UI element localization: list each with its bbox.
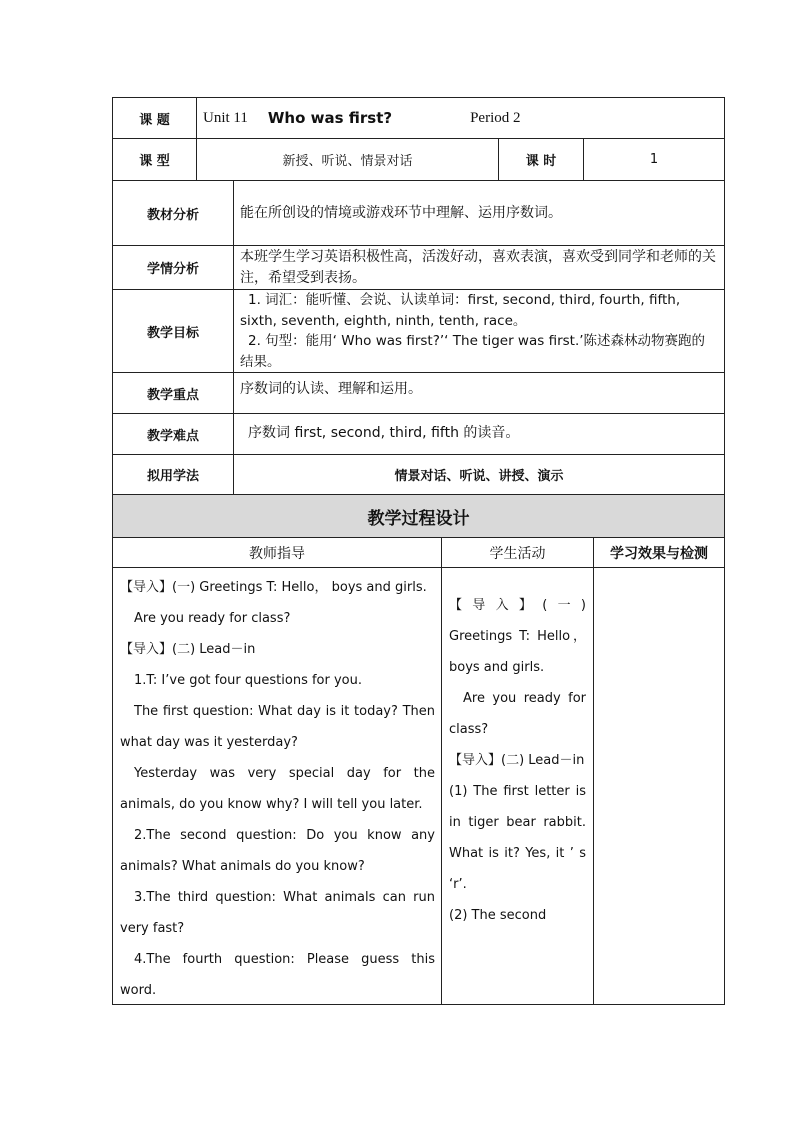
teacher-para: Are you ready for class? [134, 611, 291, 626]
teacher-para: The first question: What day is it today? Then what day was it yesterday? [120, 704, 435, 750]
teacher-para: 4.The fourth question: Please guess this word. [120, 952, 435, 998]
teacher-para: 1.T: I’ve got four questions for you. [134, 673, 362, 688]
teacher-para: 2.The second question: Do you know any animals? What animals do you know? [120, 828, 435, 874]
teacher-para: Yesterday was very special day for the animals, do you know why? I will tell you later. [120, 766, 435, 812]
learner-analysis-label: 学情分析 [112, 245, 234, 290]
type-label: 课 型 [112, 138, 197, 181]
hours-value: 1 [583, 138, 725, 181]
period: Period 2 [470, 109, 521, 126]
methods-label: 拟用学法 [112, 454, 234, 495]
col-student-header: 学生活动 [441, 537, 594, 568]
student-para: 【导入】(二) Lead－in [449, 753, 585, 768]
textbook-analysis-content: 能在所创设的情境或游戏环节中理解、运用序数词。 [233, 180, 725, 246]
teacher-para: 3.The third question: What animals can run very fast? [120, 890, 435, 936]
objective-sentence: 2. 句型：能用‘ Who was first?’‘ The tiger was first.’陈述森林动物赛跑的结果。 [240, 333, 706, 370]
evaluation-cell [593, 567, 725, 1005]
key-points-content: 序数词的认读、理解和运用。 [233, 372, 725, 414]
student-para: 【导入】(一) Greetings T: Hello，boys and girls. [449, 598, 586, 675]
unit-number: Unit 11 [203, 109, 248, 126]
teacher-para: 【导入】(一) Greetings T: Hello， boys and girls. [120, 580, 427, 595]
objectives-content [233, 289, 725, 373]
key-points-label: 教学重点 [112, 372, 234, 414]
difficulties-content: 序数词 first, second, third, fifth 的读音。 [233, 413, 725, 455]
teacher-guidance-cell [112, 567, 442, 1005]
process-title: 教学过程设计 [112, 494, 725, 538]
learner-analysis-content: 本班学生学习英语积极性高，活泼好动，喜欢表演，喜欢受到同学和老师的关注，希望受到表扬。 [233, 245, 725, 290]
topic-cell [196, 97, 725, 139]
student-activity-cell [441, 567, 594, 1005]
col-eval-header: 学习效果与检测 [593, 537, 725, 568]
methods-content: 情景对话、听说、讲授、演示 [233, 454, 725, 495]
difficulties-label: 教学难点 [112, 413, 234, 455]
col-teacher-header: 教师指导 [112, 537, 442, 568]
student-para: Are you ready for class? [449, 691, 586, 737]
student-para: (2) The second [449, 908, 547, 923]
objective-vocabulary: 1. 词汇：能听懂、会说、认读单词：first, second, third, fourth, fifth, sixth, seventh, eighth, ninth, tenth, race。 [240, 292, 681, 329]
objectives-label: 教学目标 [112, 289, 234, 373]
type-value: 新授、听说、情景对话 [196, 138, 499, 181]
unit-title: Who was first? [267, 109, 393, 127]
teacher-para: 【导入】(二) Lead－in [120, 642, 256, 657]
topic-label: 课 题 [112, 97, 197, 139]
student-para: (1) The first letter is in tiger bear rabbit. What is it? Yes, it ’ s ‘r’. [449, 784, 586, 892]
hours-label: 课 时 [498, 138, 584, 181]
textbook-analysis-label: 教材分析 [112, 180, 234, 246]
